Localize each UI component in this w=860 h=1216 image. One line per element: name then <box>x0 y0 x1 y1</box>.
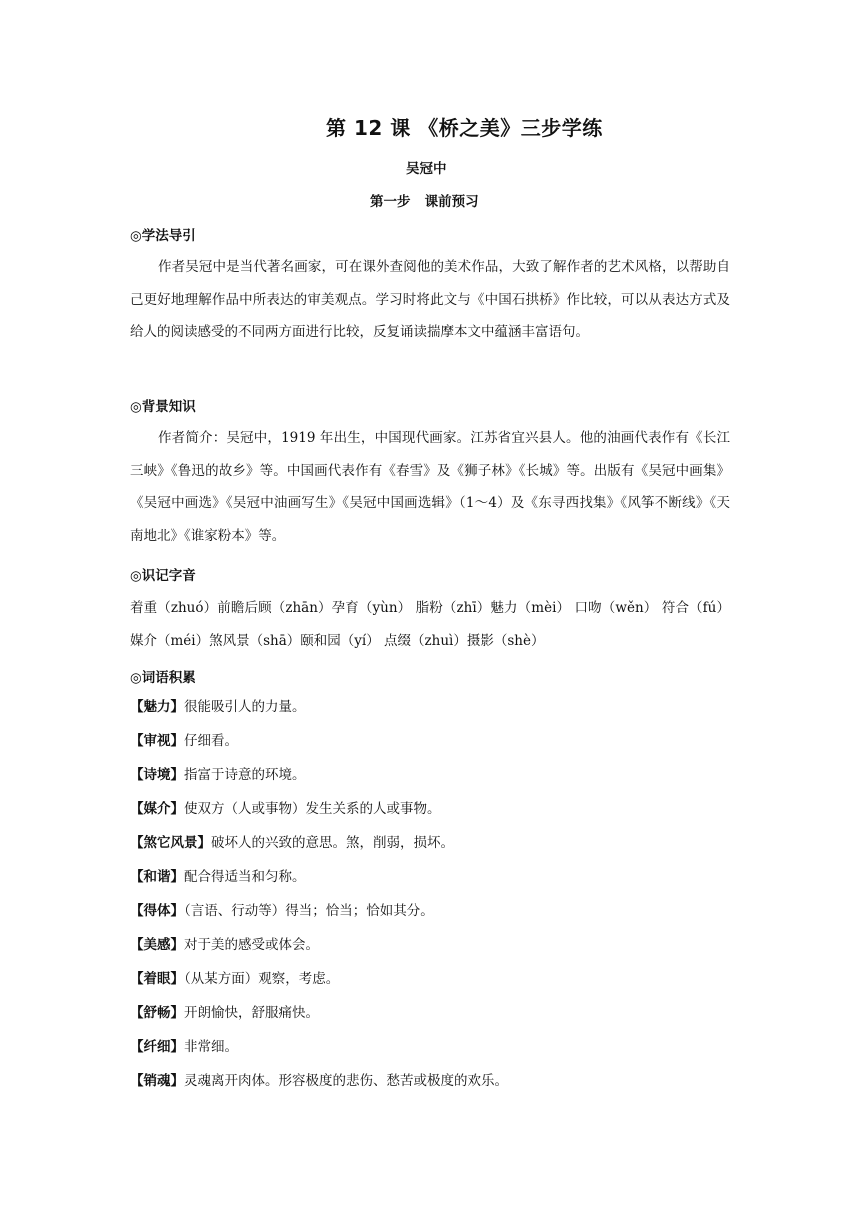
vocab-term: 【纤细】 <box>130 1039 184 1055</box>
vocab-definition: 配合得适当和匀称。 <box>184 869 306 885</box>
paragraph-method: 作者吴冠中是当代著名画家，可在课外查阅他的美术作品，大致了解作者的艺术风格，以帮助自己更好地理解作品中所表达的审美观点。学习时将此文与《中国石拱桥》作比较，可以从表达方式及给人的阅读感受的不同两方面进行比较，反复诵读揣摩本文中蕴涵丰富语句。 <box>130 259 730 340</box>
section-heading-vocabulary: ◎词语积累 <box>130 670 196 686</box>
vocab-item <box>130 766 730 784</box>
vocab-term: 【魅力】 <box>130 699 184 715</box>
vocab-term: 【媒介】 <box>130 801 184 817</box>
vocab-definition: 非常细。 <box>184 1039 238 1055</box>
vocab-item <box>130 868 730 886</box>
vocab-definition: 灵魂离开肉体。形容极度的悲伤、愁苦或极度的欢乐。 <box>184 1073 508 1089</box>
vocab-item <box>130 698 730 716</box>
vocab-term: 【销魂】 <box>130 1073 184 1089</box>
paragraph-pronunciation: 着重（zhuó）前瞻后顾（zhān）孕育（yùn） 脂粉（zhī）魅力（mèi） 口吻（wěn） 符合（fú）媒介（méi）煞风景（shā）颐和园（yí） 点缀（zhuì）摄影（shè） <box>130 600 730 649</box>
vocab-definition: 对于美的感受或体会。 <box>184 937 319 953</box>
vocab-term: 【着眼】 <box>130 971 184 987</box>
vocab-item <box>130 936 730 954</box>
vocab-term: 【和谐】 <box>130 869 184 885</box>
vocab-item <box>130 834 730 852</box>
vocab-item <box>130 732 730 750</box>
vocab-definition: （从某方面）观察，考虑。 <box>184 971 340 987</box>
vocab-term: 【美感】 <box>130 937 184 953</box>
vocab-term: 【煞它风景】 <box>130 835 211 851</box>
vocab-term: 【审视】 <box>130 733 184 749</box>
vocab-definition: 开朗愉快，舒服痛快。 <box>184 1005 319 1021</box>
page-title: 第 12 课 《桥之美》三步学练 <box>326 116 603 140</box>
step-heading: 第一步 课前预习 <box>370 194 479 210</box>
vocab-term: 【舒畅】 <box>130 1005 184 1021</box>
vocab-item <box>130 800 730 818</box>
vocab-definition: 很能吸引人的力量。 <box>184 699 306 715</box>
vocab-item <box>130 1004 730 1022</box>
vocab-item <box>130 902 730 920</box>
section-heading-pronunciation: ◎识记字音 <box>130 568 196 584</box>
vocab-item <box>130 970 730 988</box>
vocab-definition: 指富于诗意的环境。 <box>184 767 306 783</box>
vocab-term: 【诗境】 <box>130 767 184 783</box>
vocab-item <box>130 1038 730 1056</box>
vocab-definition: （言语、行动等）得当；恰当；恰如其分。 <box>184 903 434 919</box>
section-heading-method: ◎学法导引 <box>130 228 196 244</box>
section-heading-background: ◎背景知识 <box>130 399 196 415</box>
author-name: 吴冠中 <box>406 161 447 177</box>
paragraph-background: 作者简介：吴冠中，1919 年出生，中国现代画家。江苏省宜兴县人。他的油画代表作有《长江三峡》《鲁迅的故乡》等。中国画代表作有《春雪》及《狮子林》《长城》等。出版有《吴冠中画集》《吴冠中画选》《吴冠中油画写生》《吴冠中国画选辑》（1～4）及《东寻西找集》《风筝不断线》《天南地北》《谁家粉本》等。 <box>130 430 730 544</box>
vocab-definition: 仔细看。 <box>184 733 238 749</box>
vocab-term: 【得体】 <box>130 903 184 919</box>
vocab-item <box>130 1072 730 1090</box>
vocab-definition: 使双方（人或事物）发生关系的人或事物。 <box>184 801 441 817</box>
vocab-definition: 破坏人的兴致的意思。煞，削弱，损坏。 <box>211 835 454 851</box>
